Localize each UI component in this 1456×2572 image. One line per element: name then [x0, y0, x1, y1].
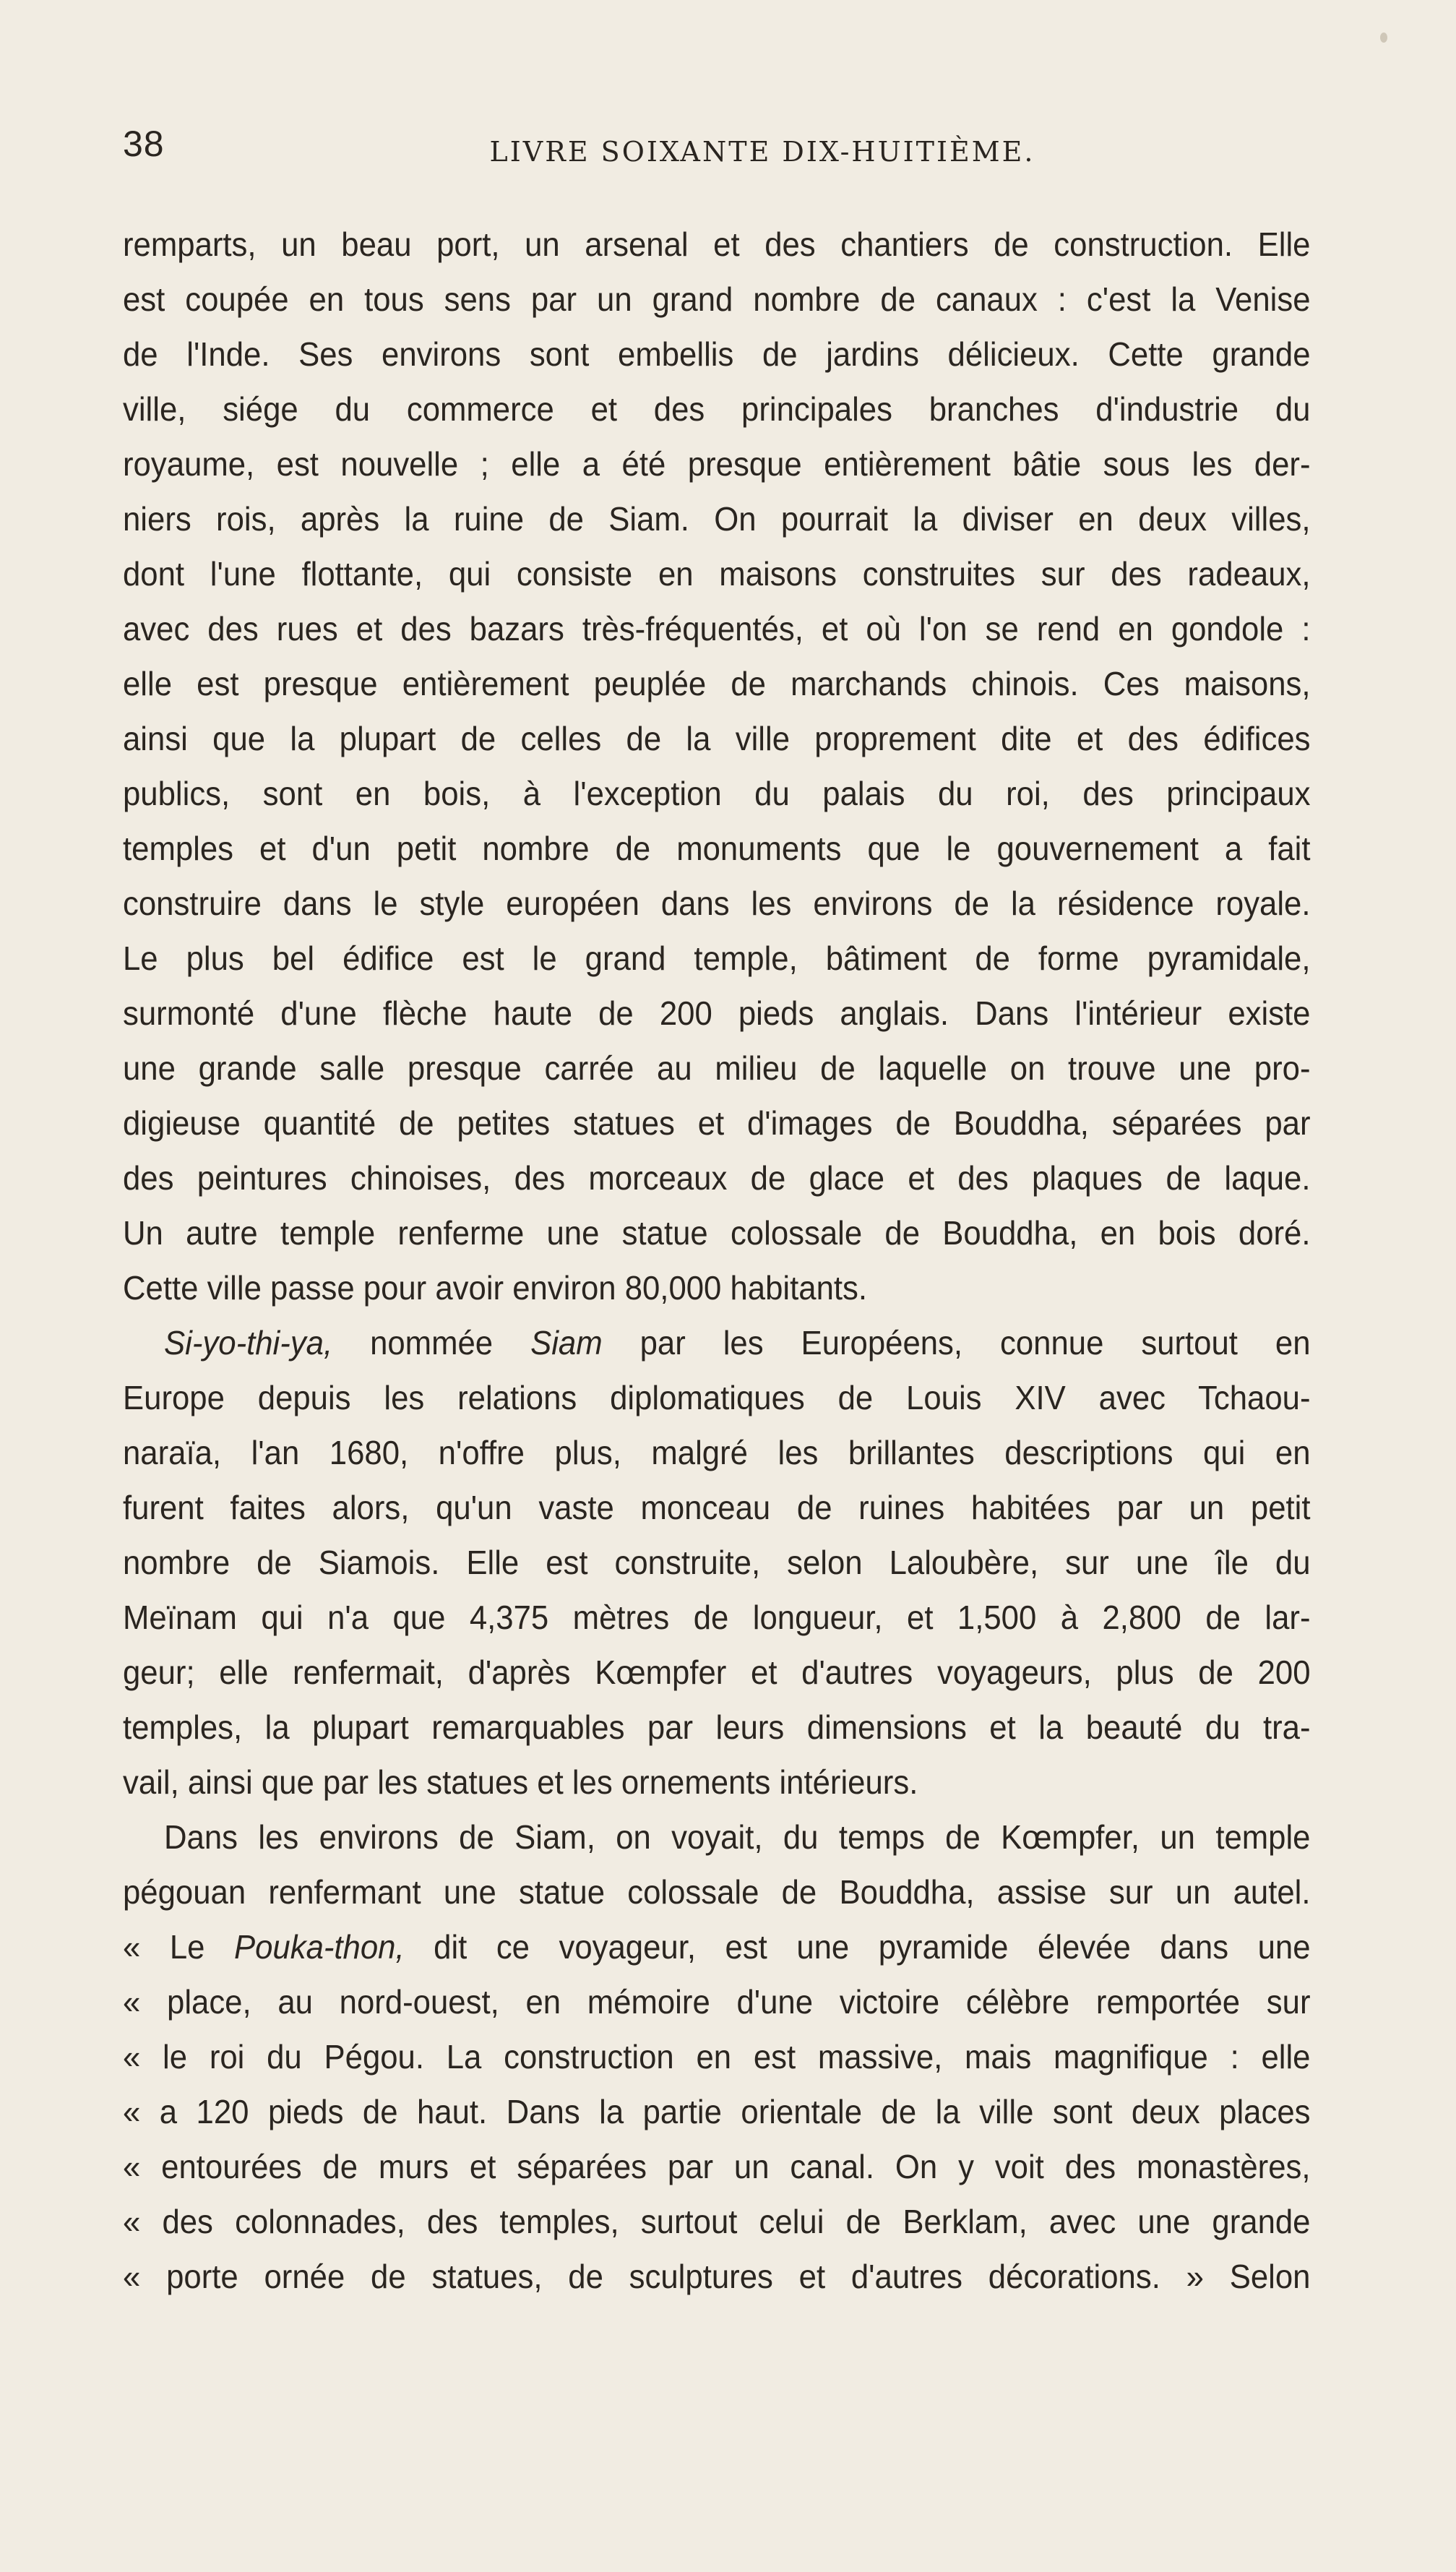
text-fragment: par les Européens, connue surtout en [602, 1324, 1311, 1362]
text-line: Un autre temple renferme une statue colossale de Bouddha, en bois doré. [123, 1214, 1311, 1252]
text-line: digieuse quantité de petites statues et d'images de Bouddha, séparées par [123, 1104, 1311, 1142]
text-line: « entourées de murs et séparées par un canal. On y voit des monastères, [123, 2148, 1311, 2185]
text-line: Dans les environs de Siam, on voyait, du temps de Kœmpfer, un temple [164, 1818, 1311, 1856]
text-line: temples, la plupart remarquables par leurs dimensions et la beauté du tra- [123, 1708, 1311, 1746]
text-line: Le plus bel édifice est le grand temple, bâtiment de forme pyramidale, [123, 939, 1311, 977]
text-line: Europe depuis les relations diplomatiques de Louis XIV avec Tchaou- [123, 1379, 1311, 1416]
text-line: Cette ville passe pour avoir environ 80,000 habitants. [123, 1269, 868, 1307]
text-line: construire dans le style européen dans les environs de la résidence royale. [123, 885, 1311, 922]
text-line: « des colonnades, des temples, surtout celui de Berklam, avec une grande [123, 2203, 1311, 2240]
text-line: « place, au nord-ouest, en mémoire d'une victoire célèbre remportée sur [123, 1983, 1311, 2021]
page-header [123, 123, 1402, 188]
text-line: avec des rues et des bazars très-fréquentés, et où l'on se rend en gondole : [123, 610, 1311, 648]
text-line: surmonté d'une flèche haute de 200 pieds anglais. Dans l'intérieur existe [123, 994, 1311, 1032]
text-fragment: dit ce voyageur, est une pyramide élevée dans une [404, 1928, 1311, 1966]
text-line: nombre de Siamois. Elle est construite, selon Laloubère, sur une île du [123, 1544, 1311, 1581]
text-line: publics, sont en bois, à l'exception du palais du roi, des principaux [123, 775, 1311, 812]
text-line: est coupée en tous sens par un grand nombre de canaux : c'est la Venise [123, 280, 1311, 318]
text-line: pégouan renfermant une statue colossale de Bouddha, assise sur un autel. [123, 1873, 1311, 1911]
text-line: niers rois, après la ruine de Siam. On pourrait la diviser en deux villes, [123, 500, 1311, 538]
text-line: dont l'une flottante, qui consiste en maisons construites sur des radeaux, [123, 555, 1311, 593]
text-line: de l'Inde. Ses environs sont embellis de jardins délicieux. Cette grande [123, 335, 1311, 373]
text-line: « a 120 pieds de haut. Dans la partie orientale de la ville sont deux places [123, 2093, 1311, 2130]
text-fragment: « Le [123, 1928, 234, 1966]
text-line: royaume, est nouvelle ; elle a été presque entièrement bâtie sous les der- [123, 445, 1311, 483]
text-line: « le roi du Pégou. La construction en est massive, mais magnifique : elle [123, 2038, 1311, 2076]
text-line: ainsi que la plupart de celles de la ville proprement dite et des édifices [123, 720, 1311, 757]
text-line [123, 1315, 1311, 1370]
text-line: furent faites alors, qu'un vaste monceau de ruines habitées par un petit [123, 1489, 1311, 1526]
place-name-italic: Si-yo-thi-ya, [164, 1324, 333, 1362]
body-text [123, 217, 1311, 2304]
text-line: « porte ornée de statues, de sculptures et d'autres décorations. » Selon [123, 2258, 1311, 2295]
text-line: geur; elle renfermait, d'après Kœmpfer et d'autres voyageurs, plus de 200 [123, 1653, 1311, 1691]
paper-speck [1380, 33, 1387, 43]
text-line: vail, ainsi que par les statues et les ornements intérieurs. [123, 1763, 918, 1801]
text-fragment: nommée [332, 1324, 531, 1362]
page-number: 38 [123, 124, 165, 164]
text-line: elle est presque entièrement peuplée de marchands chinois. Ces maisons, [123, 665, 1311, 702]
monument-name-italic: Pouka-thon, [233, 1928, 405, 1966]
text-line: naraïa, l'an 1680, n'offre plus, malgré les brillantes descriptions qui en [123, 1434, 1311, 1471]
text-line: ville, siége du commerce et des principales branches d'industrie du [123, 390, 1311, 428]
text-line: remparts, un beau port, un arsenal et des chantiers de construction. Elle [123, 225, 1311, 263]
text-line: une grande salle presque carrée au milieu de laquelle on trouve une pro- [123, 1049, 1311, 1087]
place-name-italic: Siam [530, 1324, 603, 1362]
text-line: temples et d'un petit nombre de monuments que le gouvernement a fait [123, 830, 1311, 867]
text-line: Meïnam qui n'a que 4,375 mètres de longueur, et 1,500 à 2,800 de lar- [123, 1599, 1311, 1636]
running-head: LIVRE SOIXANTE DIX-HUITIÈME. [489, 136, 1035, 168]
text-line [123, 1919, 1311, 1974]
text-line: des peintures chinoises, des morceaux de glace et des plaques de laque. [123, 1159, 1311, 1197]
